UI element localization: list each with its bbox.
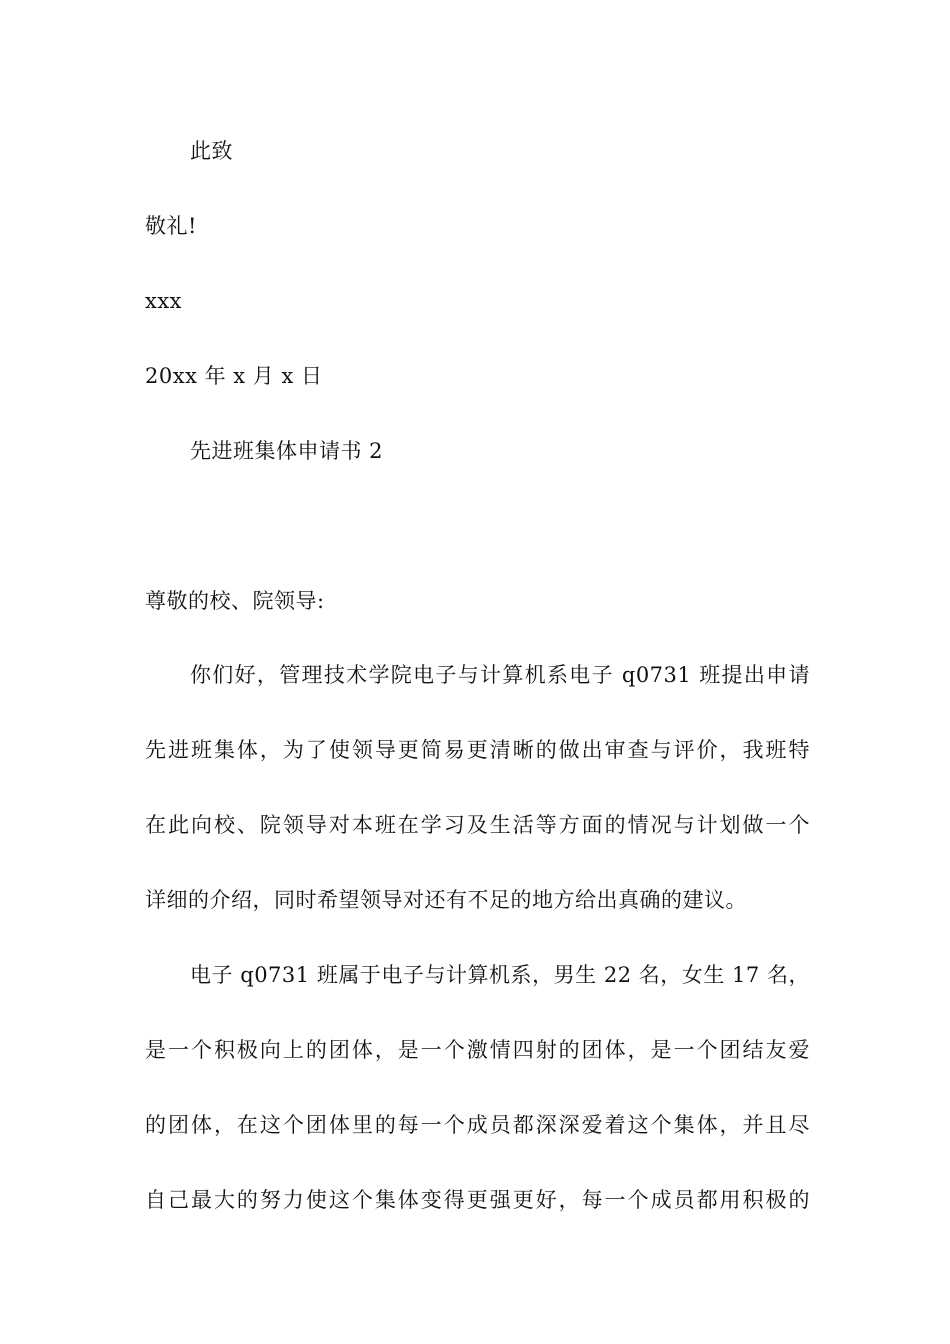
paragraph-line: 详细的介绍，同时希望领导对还有不足的地方给出真确的建议。 <box>145 888 747 912</box>
paragraph-line: 在此向校、院领导对本班在学习及生活等方面的情况与计划做一个 <box>145 813 810 837</box>
paragraph-line: 你们好，管理技术学院电子与计算机系电子 q0731 班提出申请 <box>190 663 810 687</box>
letter-date: 20xx 年 x 月 x 日 <box>145 364 323 388</box>
signature: xxx <box>145 289 183 313</box>
addressee: 尊敬的校、院领导: <box>145 589 325 613</box>
paragraph-line: 是一个积极向上的团体，是一个激情四射的团体，是一个团结友爱 <box>145 1038 810 1062</box>
paragraph-line: 的团体，在这个团体里的每一个成员都深深爱着这个集体，并且尽 <box>145 1113 810 1137</box>
closing-regards: 敬礼! <box>145 214 197 238</box>
section-title: 先进班集体申请书 2 <box>190 439 384 463</box>
paragraph-line: 电子 q0731 班属于电子与计算机系，男生 22 名，女生 17 名， <box>190 963 810 987</box>
closing-salutation: 此致 <box>190 139 233 163</box>
paragraph-line: 先进班集体，为了使领导更简易更清晰的做出审查与评价，我班特 <box>145 738 810 762</box>
paragraph-line: 自己最大的努力使这个集体变得更强更好，每一个成员都用积极的 <box>145 1188 810 1212</box>
